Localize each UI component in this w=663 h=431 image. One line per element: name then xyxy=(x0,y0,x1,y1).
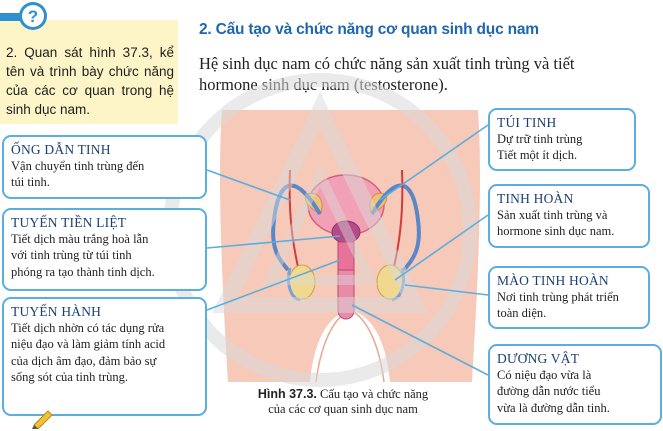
label-title: TUYẾN TIỀN LIỆT xyxy=(11,215,127,230)
label-line: đường dẫn nước tiểu xyxy=(497,384,601,399)
reproductive-system-illustration xyxy=(210,110,490,382)
label-line: phóng ra tạo thành tinh dịch. xyxy=(11,264,155,279)
label-line: toàn diện. xyxy=(497,306,547,321)
label-ong-dan-tinh xyxy=(2,135,207,199)
label-line: Nơi tinh trùng phát triển xyxy=(497,290,619,304)
label-line: Vận chuyển tinh trùng đến xyxy=(11,159,145,173)
label-line: của dịch âm đạo, đảm bảo sự xyxy=(11,353,157,368)
label-title: TUYẾN HÀNH xyxy=(11,304,102,319)
intro-line-1: Hệ sinh dục nam có chức năng sản xuất tinh trùng và tiết xyxy=(199,54,575,73)
figure-caption xyxy=(230,387,456,417)
caption-label: Hình 37.3. xyxy=(257,387,317,401)
label-duong-vat xyxy=(488,344,662,425)
label-line: Tiết một ít dịch. xyxy=(497,148,578,163)
label-title: MÀO TINH HOÀN xyxy=(497,273,609,288)
label-mao-tinh-hoan xyxy=(488,266,650,329)
label-tui-tinh xyxy=(488,108,636,171)
label-line: với tinh trùng từ túi tinh xyxy=(11,248,132,263)
label-tinh-hoan xyxy=(488,184,650,248)
intro-line-2: hormone sinh dục nam (testosterone). xyxy=(199,75,448,94)
label-line: niệu đạo và làm giảm tính acid xyxy=(11,337,166,352)
caption-line-2: của các cơ quan sinh dục nam xyxy=(268,402,418,416)
label-line: vừa là đường dẫn tinh. xyxy=(497,400,610,415)
label-title: TINH HOÀN xyxy=(497,191,574,206)
label-line: Tiết dịch nhờn có tác dụng rửa xyxy=(11,321,165,335)
label-line: sống sót của tinh trùng. xyxy=(11,369,129,384)
caption-line-1: Cấu tạo và chức năng xyxy=(316,387,429,401)
svg-text:?: ? xyxy=(27,7,39,26)
label-line: Dự trữ tinh trùng xyxy=(497,132,583,146)
label-line: túi tinh. xyxy=(11,175,50,190)
label-tuyen-hanh xyxy=(2,297,207,416)
label-title: DƯƠNG VẬT xyxy=(497,351,580,366)
section-intro xyxy=(199,53,663,95)
pencil-icon xyxy=(30,409,56,429)
label-title: ỐNG DẪN TINH xyxy=(11,142,111,157)
label-title: TÚI TINH xyxy=(497,115,557,130)
section-heading: 2. Cấu tạo và chức năng cơ quan sinh dục nam xyxy=(199,21,539,38)
question-mark-icon xyxy=(0,0,52,34)
label-line: Có niệu đạo vừa là xyxy=(497,368,592,382)
label-line: hormone sinh dục nam. xyxy=(497,224,615,239)
label-tuyen-tien-liet xyxy=(2,208,207,291)
question-text: 2. Quan sát hình 37.3, kể tên và trình bày chức năng của các cơ quan trong hệ sinh dục nam. xyxy=(6,45,174,117)
label-line: Sản xuất tinh trùng và xyxy=(497,208,608,222)
label-line: Tiết dịch màu trắng hoà lẫn xyxy=(11,232,149,246)
